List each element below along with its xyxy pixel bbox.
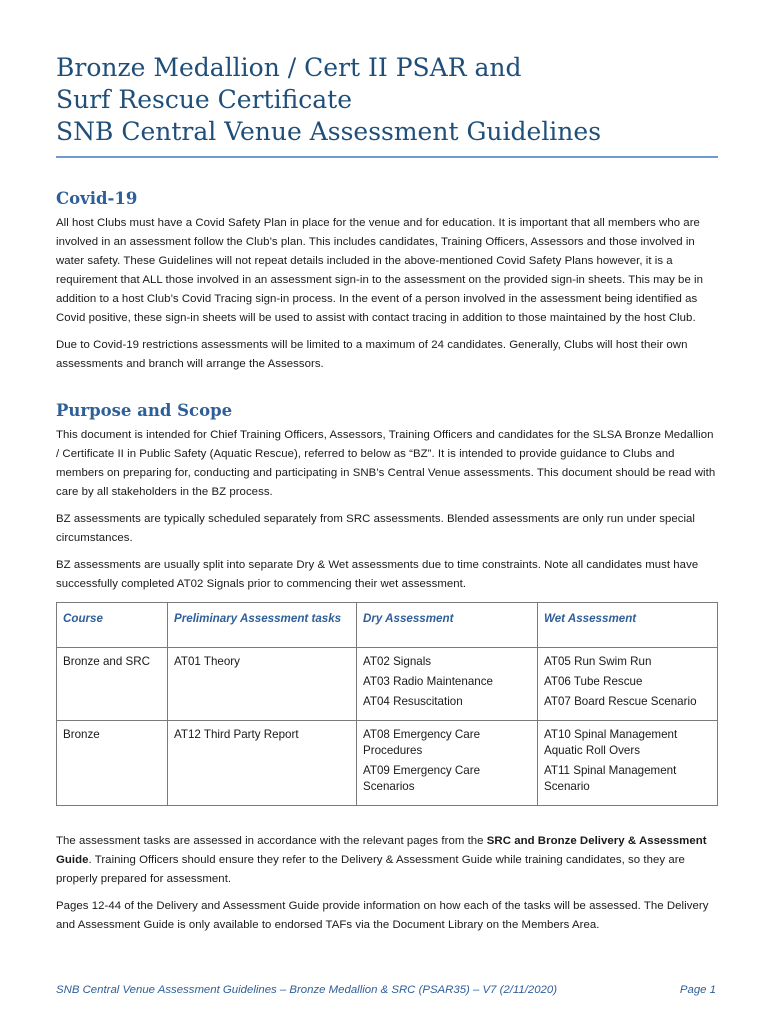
covid-heading: Covid-19	[56, 189, 138, 208]
closing-paragraph-1	[56, 832, 718, 889]
table-row	[57, 721, 718, 806]
task-item: AT05 Run Swim Run	[544, 655, 652, 668]
title-line-3: SNB Central Venue Assessment Guidelines	[56, 117, 602, 146]
task-item: AT11 Spinal Management Scenario	[544, 764, 677, 793]
footer-document-info: SNB Central Venue Assessment Guidelines – Bronze Medallion & SRC (PSAR35) – V7 (2/11/2020)	[56, 984, 558, 996]
title-divider	[56, 156, 718, 158]
purpose-paragraph-2: BZ assessments are typically scheduled separately from SRC assessments. Blended assessments are only run under special circumstances.	[56, 513, 696, 544]
wet-cell	[538, 721, 718, 806]
course-cell	[57, 721, 168, 806]
header-course: Course	[57, 603, 168, 648]
task-item: AT04 Resuscitation	[363, 695, 463, 708]
task-item: AT10 Spinal Management Aquatic Roll Overs	[544, 728, 678, 757]
task-item: AT06 Tube Rescue	[544, 675, 643, 688]
task-item: AT09 Emergency Care Scenarios	[363, 764, 481, 793]
purpose-heading: Purpose and Scope	[56, 401, 233, 420]
dry-cell	[357, 648, 538, 721]
footer-page-number: Page 1	[679, 984, 716, 996]
task-item: AT08 Emergency Care Procedures	[363, 728, 481, 757]
task-item: AT07 Board Rescue Scenario	[544, 695, 697, 708]
dry-cell	[357, 721, 538, 806]
header-wet: Wet Assessment	[538, 603, 718, 648]
title-line-2: Surf Rescue Certificate	[56, 85, 353, 114]
page-footer	[56, 984, 716, 996]
assessment-table	[56, 602, 718, 806]
course-cell	[57, 648, 168, 721]
document-title	[56, 52, 718, 148]
purpose-paragraph-3: BZ assessments are usually split into separate Dry & Wet assessments due to time constraints. Note all candidates must have successfully completed AT02 Signals prior to commencing their wet assessment.	[56, 559, 699, 590]
guide-reference: SRC and Bronze Delivery & Assessment Guide	[56, 835, 707, 866]
table-row	[57, 648, 718, 721]
covid-paragraph-2: Due to Covid-19 restrictions assessments will be limited to a maximum of 24 candidates. Generally, Clubs will host their own assessments and branch will arrange the Assessors.	[56, 339, 688, 370]
header-dry: Dry Assessment	[357, 603, 538, 648]
preliminary-cell	[168, 648, 357, 721]
covid-paragraph-1: All host Clubs must have a Covid Safety Plan in place for the venue and for education. It is important that all members who are involved in an assessment follow the Club’s plan. This includes candidates, Training Officers, Assessors and those involved in water safety. These Guidelines will not repeat details included in the above-mentioned Covid Safety Plans however, it is a requirement that ALL those involved in an assessment sign-in to the assessment on the provided sign-in sheets. This may be in addition to a host Club’s Covid Tracing sign-in process. In the event of a person involved in the assessment being identified as Covid positive, these sign-in sheets will be used to assist with contact tracing in addition to those maintained by the host Club.	[56, 217, 704, 324]
course-name: Bronze and SRC	[63, 655, 150, 668]
preliminary-cell	[168, 721, 357, 806]
wet-cell	[538, 648, 718, 721]
closing-text-start: The assessment tasks are assessed in accordance with the relevant pages from the	[56, 835, 487, 847]
header-preliminary: Preliminary Assessment tasks	[168, 603, 357, 648]
course-name: Bronze	[63, 728, 100, 741]
table-header-row	[57, 603, 718, 648]
closing-paragraph-2: Pages 12-44 of the Delivery and Assessment Guide provide information on how each of the tasks will be assessed. The Delivery and Assessment Guide is only available to endorsed TAFs via the Document Library on the Members Area.	[56, 900, 709, 931]
purpose-paragraph-1: This document is intended for Chief Training Officers, Assessors, Training Officers and candidates for the SLSA Bronze Medallion / Certificate II in Public Safety (Aquatic Rescue), referred to below as “BZ”. It is intended to provide guidance to Clubs and members on preparing for, conducting and participating in SNB’s Central Venue assessments. This document should be read with care by all stakeholders in the BZ process.	[56, 429, 716, 498]
task-item: AT01 Theory	[174, 655, 240, 668]
title-line-1: Bronze Medallion / Cert II PSAR and	[56, 53, 522, 82]
task-item: AT03 Radio Maintenance	[363, 675, 493, 688]
document-page	[56, 52, 718, 943]
closing-text-end: . Training Officers should ensure they refer to the Delivery & Assessment Guide while training candidates, so they are properly prepared for assessment.	[56, 854, 685, 885]
task-item: AT12 Third Party Report	[174, 728, 299, 741]
task-item: AT02 Signals	[363, 655, 432, 668]
